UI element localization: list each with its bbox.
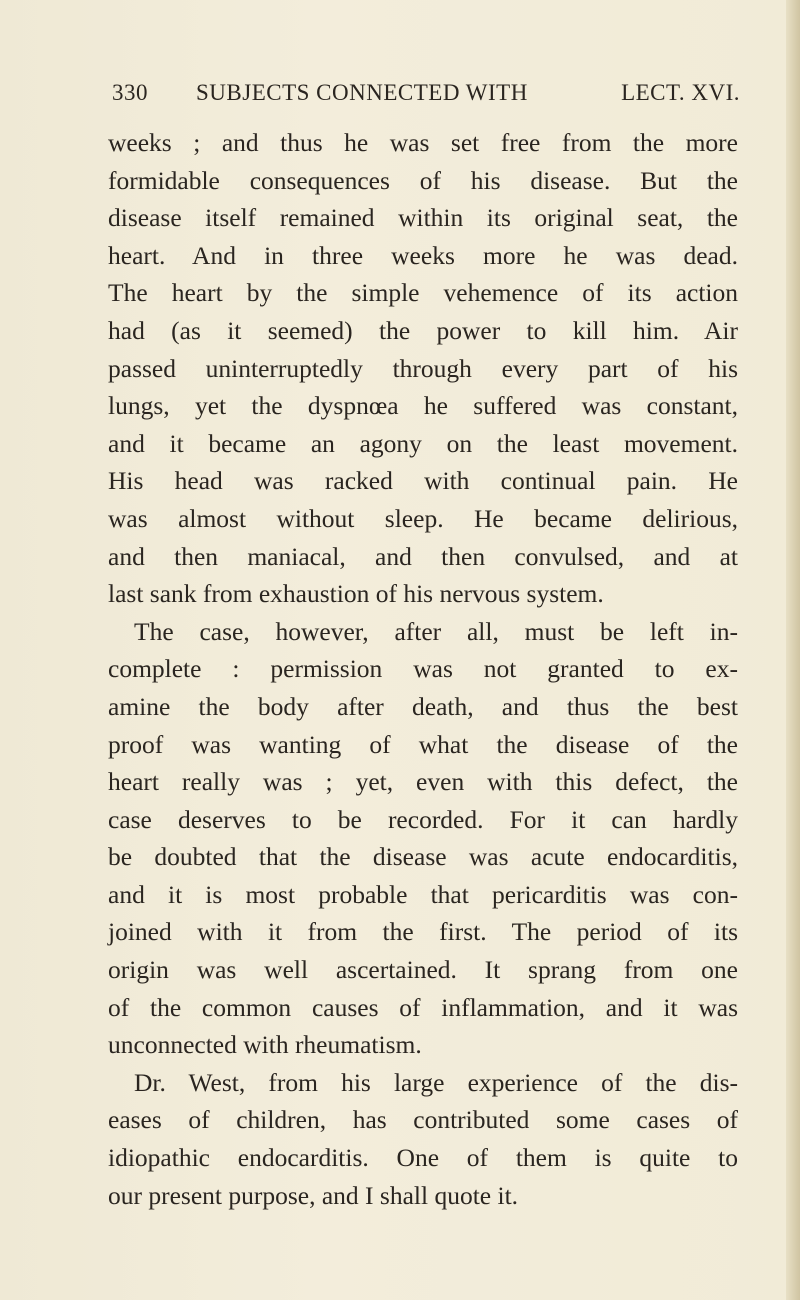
text-line: complete : permission was not granted to ex- [108, 654, 738, 684]
text-line: His head was racked with continual pain. He [108, 466, 738, 496]
text-line: disease itself remained within its original seat, the [108, 203, 738, 233]
text-line: unconnected with rheumatism. [108, 1030, 422, 1060]
text-line: lungs, yet the dyspnœa he suffered was constant, [108, 391, 738, 421]
text-line: of the common causes of inflammation, and it was [108, 992, 738, 1022]
text-line: proof was wanting of what the disease of the [108, 729, 738, 759]
text-line: Dr. West, from his large experience of the dis- [134, 1067, 738, 1097]
text-line: idiopathic endocarditis. One of them is quite to [108, 1143, 738, 1173]
text-line: eases of children, has contributed some cases of [108, 1105, 738, 1135]
body-text [108, 124, 738, 1214]
running-title: SUBJECTS CONNECTED WITH [196, 80, 528, 105]
text-line: The heart by the simple vehemence of its action [108, 278, 738, 308]
page-number: 330 [112, 80, 148, 105]
running-head [112, 80, 740, 114]
text-line: origin was well ascertained. It sprang from one [108, 955, 738, 985]
text-line: case deserves to be recorded. For it can hardly [108, 804, 738, 834]
text-line: last sank from exhaustion of his nervous system. [108, 579, 604, 609]
text-line: joined with it from the first. The period of its [108, 917, 738, 947]
text-line: be doubted that the disease was acute endocarditis, [108, 842, 738, 872]
text-line: passed uninterruptedly through every part of his [108, 353, 738, 383]
page-edge [786, 0, 800, 1300]
text-line: formidable consequences of his disease. But the [108, 165, 738, 195]
text-line: and it became an agony on the least movement. [108, 428, 738, 458]
text-line: was almost without sleep. He became delirious, [108, 503, 738, 533]
text-line: our present purpose, and I shall quote it. [108, 1180, 519, 1210]
lecture-number: LECT. XVI. [621, 80, 740, 105]
text-line: The case, however, after all, must be left in- [134, 616, 738, 646]
text-line: and then maniacal, and then convulsed, and at [108, 541, 738, 571]
text-line: weeks ; and thus he was set free from the more [108, 128, 738, 157]
text-line: had (as it seemed) the power to kill him. Air [108, 315, 738, 345]
text-line: amine the body after death, and thus the best [108, 691, 738, 721]
text-line: and it is most probable that pericarditis was con- [108, 879, 738, 909]
text-line: heart really was ; yet, even with this defect, the [108, 767, 738, 797]
text-line: heart. And in three weeks more he was dead. [108, 240, 738, 270]
